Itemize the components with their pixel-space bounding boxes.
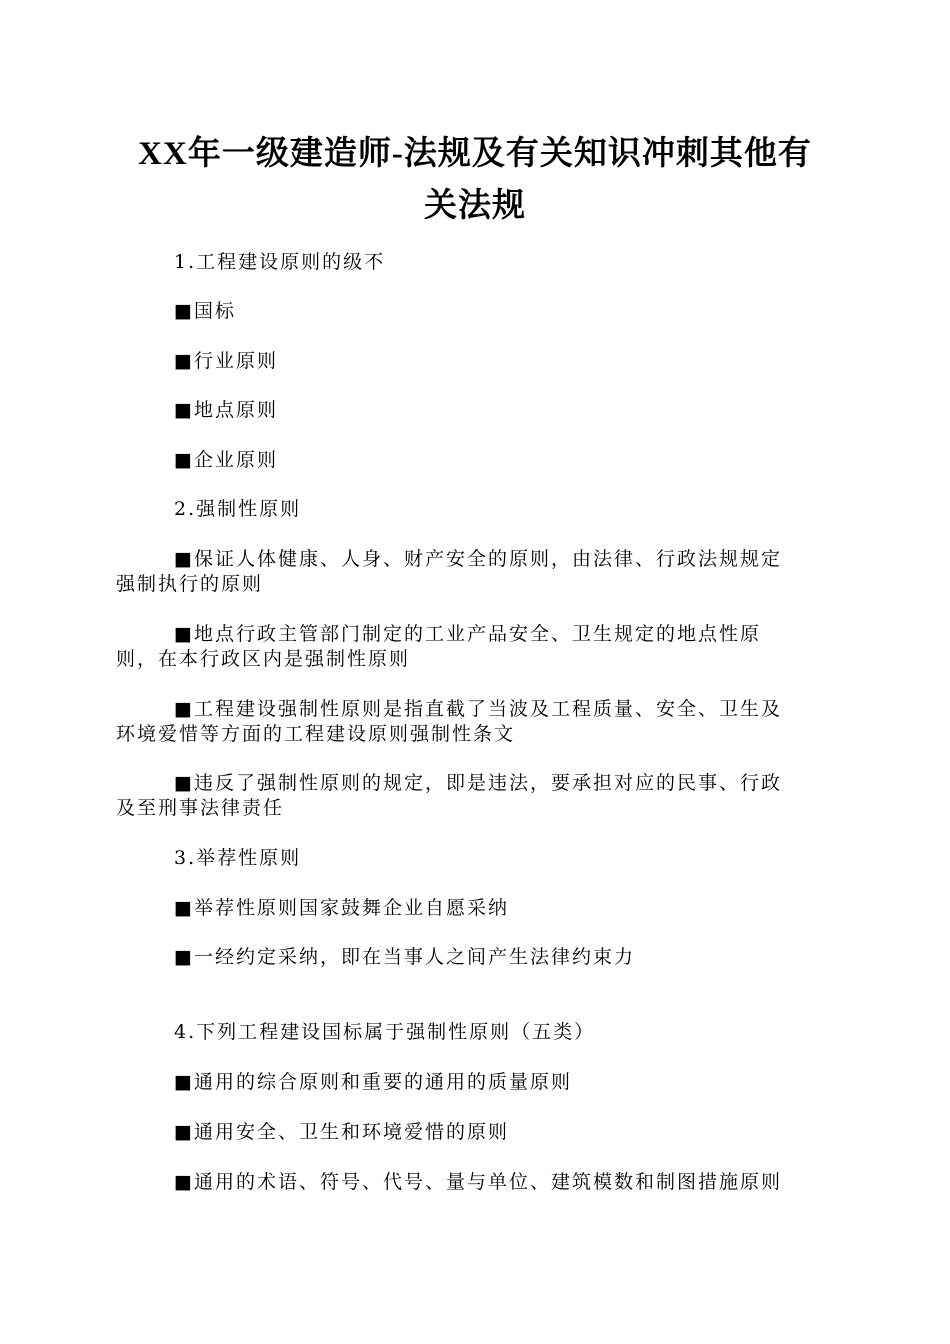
list-item: ■通用的综合原则和重要的通用的质量原则: [174, 1071, 572, 1093]
list-item: ■地点原则: [174, 399, 278, 421]
list-item-line-2: 及至刑事法律责任: [116, 797, 285, 819]
title-line-2: 关法规: [424, 188, 526, 224]
list-item-line-2: 强制执行的原则: [116, 573, 264, 595]
list-item: ■举荐性原则国家鼓舞企业自愿采纳: [174, 897, 509, 919]
list-item-line-1: ■工程建设强制性原则是指直截了当波及工程质量、安全、卫生及: [174, 698, 782, 720]
list-item: ■国标: [174, 300, 236, 322]
section-heading-2: 2.强制性原则: [174, 498, 302, 520]
list-item: ■通用的术语、符号、代号、量与单位、建筑模数和制图措施原则: [174, 1171, 782, 1193]
list-item-line-1: ■违反了强制性原则的规定，即是违法，要承担对应的民事、行政: [174, 772, 782, 794]
list-item: ■一经约定采纳，即在当事人之间产生法律约束力: [174, 946, 635, 968]
section-heading-4: 4.下列工程建设国标属于强制性原则（五类）: [174, 1021, 596, 1043]
list-item-line-2: 则，在本行政区内是强制性原则: [116, 648, 411, 670]
list-item: ■行业原则: [174, 350, 278, 372]
section-heading-3: 3.举荐性原则: [174, 847, 302, 869]
list-item: ■企业原则: [174, 449, 278, 471]
list-item: ■通用安全、卫生和环境爱惜的原则: [174, 1121, 509, 1143]
list-item-line-1: ■地点行政主管部门制定的工业产品安全、卫生规定的地点性原: [174, 623, 761, 645]
list-item-line-1: ■保证人体健康、人身、财产安全的原则，由法律、行政法规规定: [174, 548, 782, 570]
title-line-1: XX年一级建造师-法规及有关知识冲刺其他有: [138, 136, 812, 172]
document-title: [100, 128, 850, 232]
section-heading-1: 1.工程建设原则的级不: [174, 251, 386, 273]
list-item-line-2: 环境爱惜等方面的工程建设原则强制性条文: [116, 723, 516, 745]
